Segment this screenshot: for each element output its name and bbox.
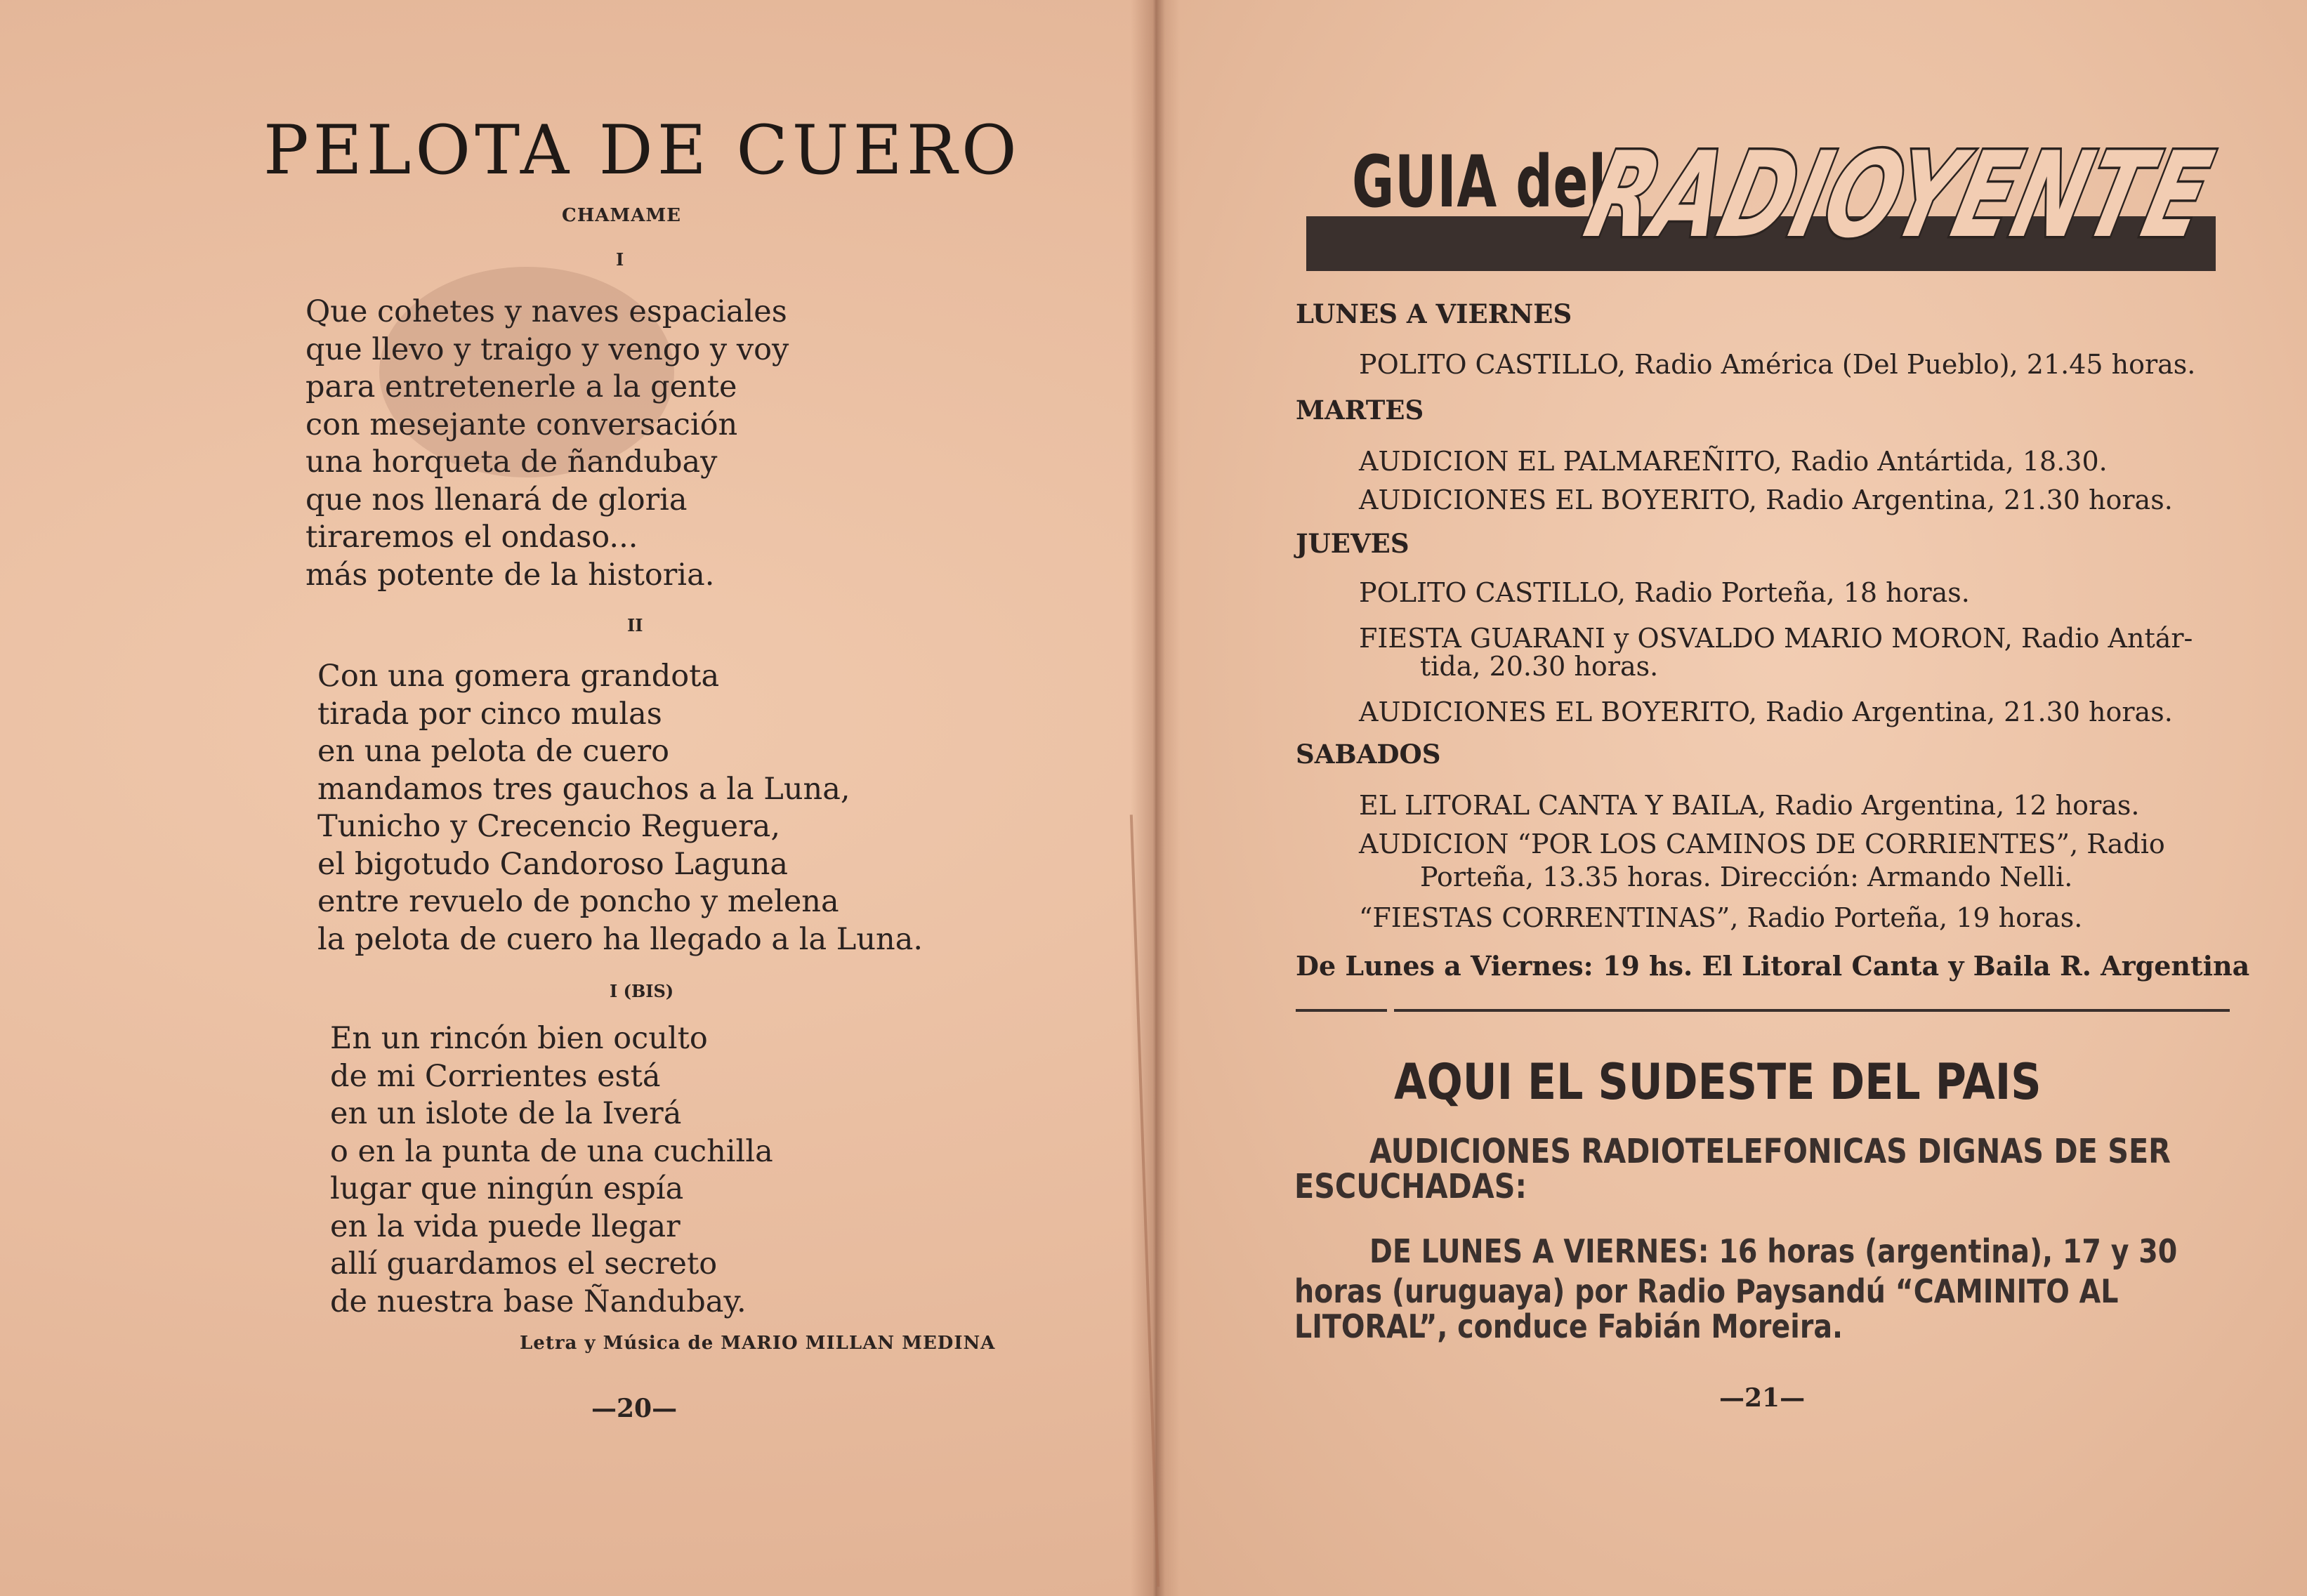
page-number-left: —20— (591, 1394, 678, 1423)
schedule-entry: POLITO CASTILLO, Radio América (Del Pueblo), 21.45 horas. (1359, 349, 2196, 380)
verse-line: o en la punta de una cuchilla (330, 1133, 773, 1169)
verse-line: Con una gomera grandota (317, 659, 720, 694)
verse-line: allí guardamos el secreto (330, 1246, 718, 1281)
divider (1394, 1009, 2230, 1012)
verse-line: de mi Corrientes está (330, 1058, 661, 1094)
verse-line: de nuestra base Ñandubay. (330, 1284, 747, 1319)
schedule-entry: tida, 20.30 horas. (1420, 651, 1659, 682)
verse-line: una horqueta de ñandubay (305, 444, 718, 480)
verse-line: para entretenerle a la gente (305, 369, 737, 404)
section-label: I (BIS) (610, 981, 674, 1001)
verse-line: en una pelota de cuero (317, 734, 670, 769)
schedule-entry: AUDICION “POR LOS CAMINOS DE CORRIENTES”, Radio (1359, 829, 2165, 859)
sudeste-subtitle: AUDICIONES RADIOTELEFONICAS DIGNAS DE SER (1369, 1132, 2171, 1171)
divider (1296, 1009, 1387, 1012)
sudeste-body: horas (uruguaya) por Radio Paysandú “CAMINITO AL (1294, 1272, 2119, 1310)
section-label: I (616, 249, 624, 270)
verse-line: tirada por cinco mulas (317, 696, 662, 732)
schedule-footer: De Lunes a Viernes: 19 hs. El Litoral Canta y Baila R. Argentina (1296, 950, 2250, 982)
verse-3 (330, 1020, 773, 1321)
verse-line: mandamos tres gauchos a la Luna, (317, 771, 850, 807)
schedule-day: JUEVES (1296, 528, 1409, 559)
verse-line: la pelota de cuero ha llegado a la Luna. (317, 921, 924, 957)
song-title: PELOTA DE CUERO (263, 111, 1021, 190)
verse-line: más potente de la historia. (305, 557, 715, 593)
verse-2 (317, 658, 923, 958)
song-genre: CHAMAME (562, 205, 681, 226)
schedule-entry: “FIESTAS CORRENTINAS”, Radio Porteña, 19 horas. (1359, 902, 2083, 933)
verse-line: con mesejante conversación (305, 407, 738, 442)
verse-line: tiraremos el ondaso... (305, 520, 638, 555)
schedule-entry: AUDICIONES EL BOYERITO, Radio Argentina, 21.30 horas. (1359, 697, 2173, 727)
sudeste-body: DE LUNES A VIERNES: 16 horas (argentina), 17 y 30 (1369, 1232, 2178, 1270)
schedule-entry: FIESTA GUARANI y OSVALDO MARIO MORON, Radio Antár- (1359, 623, 2193, 654)
verse-line: En un rincón bien oculto (330, 1021, 708, 1056)
sudeste-subtitle: ESCUCHADAS: (1294, 1167, 1527, 1206)
page-number-right: —21— (1719, 1383, 1806, 1413)
verse-line: en la vida puede llegar (330, 1208, 681, 1244)
verse-line: que llevo y traigo y vengo y voy (305, 331, 789, 367)
verse-line: en un islote de la Iverá (330, 1096, 682, 1131)
song-credit: Letra y Música de MARIO MILLAN MEDINA (520, 1333, 996, 1354)
verse-line: que nos llenará de gloria (305, 482, 688, 517)
verse-1 (305, 294, 789, 594)
verse-line: Que cohetes y naves espaciales (305, 294, 787, 329)
schedule-day: LUNES A VIERNES (1296, 298, 1572, 329)
schedule-day: MARTES (1296, 395, 1424, 426)
schedule-entry: POLITO CASTILLO, Radio Porteña, 18 horas. (1359, 577, 1970, 608)
schedule-entry: AUDICIONES EL BOYERITO, Radio Argentina, 21.30 horas. (1359, 484, 2173, 515)
schedule-day: SABADOS (1296, 739, 1441, 770)
schedule-entry: EL LITORAL CANTA Y BAILA, Radio Argentina, 12 horas. (1359, 790, 2140, 821)
sudeste-title: AQUI EL SUDESTE DEL PAIS (1394, 1053, 2042, 1111)
book-gutter (1131, 0, 1180, 1596)
verse-line: entre revuelo de poncho y melena (317, 884, 839, 919)
guia-header (1306, 126, 2225, 284)
verse-line: lugar que ningún espía (330, 1171, 684, 1206)
schedule-entry: Porteña, 13.35 horas. Dirección: Armando Nelli. (1420, 862, 2073, 892)
header-guia-text: GUIA del (1352, 140, 1607, 224)
schedule-entry: AUDICION EL PALMAREÑITO, Radio Antártida, 18.30. (1359, 446, 2108, 477)
sudeste-body: LITORAL”, conduce Fabián Moreira. (1294, 1307, 1843, 1345)
section-label: II (627, 615, 643, 635)
verse-line: Tunicho y Crecencio Reguera, (317, 809, 780, 844)
verse-line: el bigotudo Candoroso Laguna (317, 846, 789, 882)
header-radioyente-logo: RADIOYENTE (1574, 126, 2225, 264)
